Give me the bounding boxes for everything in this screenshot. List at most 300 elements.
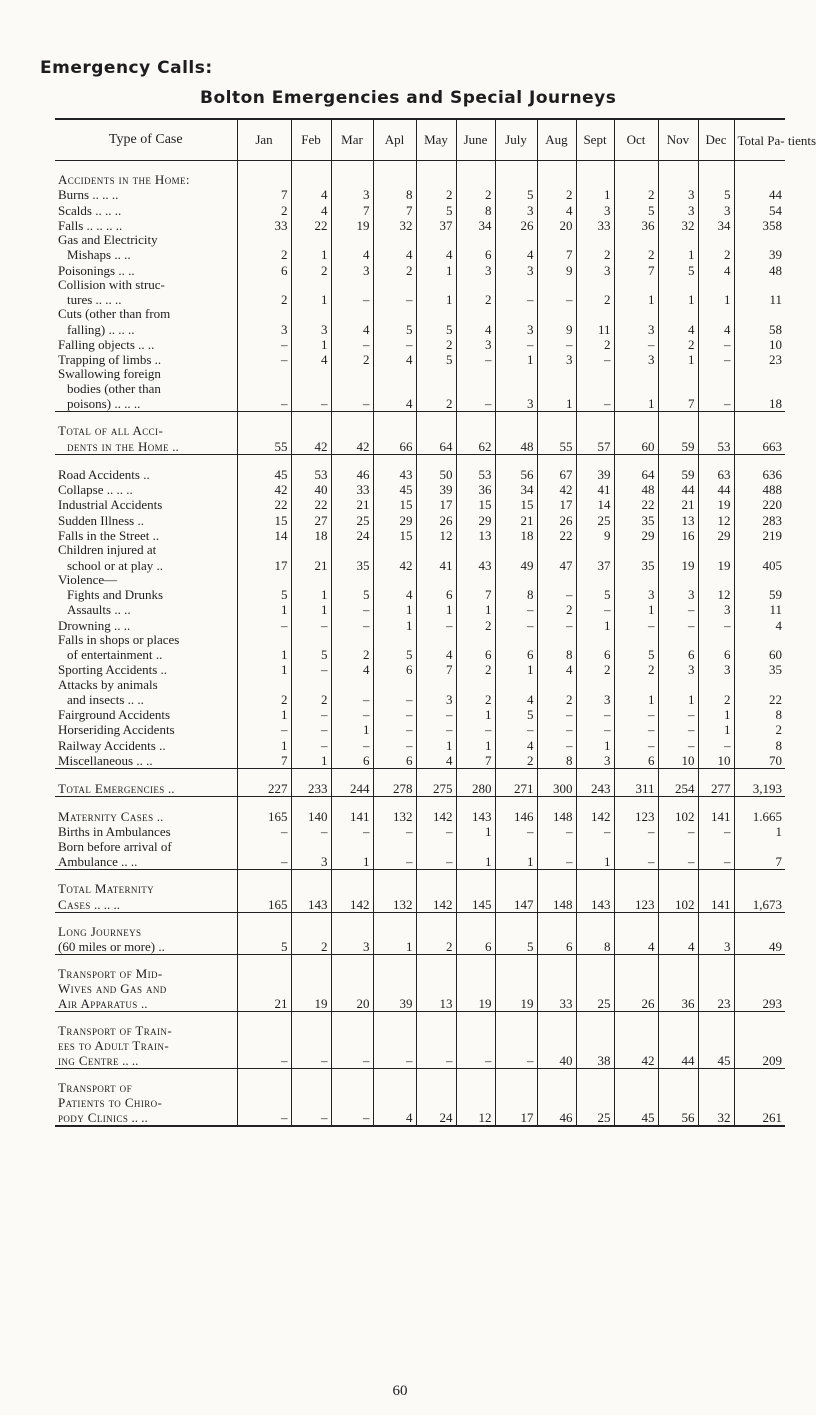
month-cell <box>576 1039 614 1053</box>
month-cell: 39 <box>416 482 456 497</box>
table-row <box>55 173 785 187</box>
month-cell <box>237 982 291 996</box>
month-cell: 3 <box>291 854 331 870</box>
month-cell: – <box>291 722 331 737</box>
month-cell: 13 <box>416 996 456 1012</box>
month-cell <box>658 573 698 587</box>
month-cell: 6 <box>658 647 698 662</box>
month-cell: 50 <box>416 467 456 482</box>
month-cell: 3 <box>614 352 658 367</box>
leader-dots: .. <box>168 438 179 454</box>
month-cell <box>614 424 658 438</box>
month-cell <box>416 840 456 854</box>
month-cell <box>456 1024 495 1038</box>
month-cell <box>576 382 614 396</box>
row-label: Cuts (other than from <box>58 306 171 322</box>
column-header: July <box>495 119 537 161</box>
month-cell: 1 <box>331 854 373 870</box>
month-cell: 4 <box>658 939 698 955</box>
total-cell: 209 <box>734 1053 785 1069</box>
month-cell <box>614 573 658 587</box>
month-cell: 143 <box>456 809 495 824</box>
month-cell <box>658 1096 698 1110</box>
row-label: Total of all Acci- <box>58 423 164 439</box>
table-row <box>55 1081 785 1095</box>
month-cell: 3 <box>331 187 373 202</box>
month-cell <box>537 1024 576 1038</box>
leader-dots: .. .. .. <box>90 896 120 912</box>
month-cell: 5 <box>331 587 373 602</box>
month-cell: – <box>291 396 331 412</box>
month-cell: 102 <box>658 897 698 913</box>
month-cell <box>698 1096 734 1110</box>
month-cell <box>291 233 331 247</box>
month-cell <box>537 573 576 587</box>
month-cell <box>416 543 456 557</box>
month-cell <box>291 278 331 292</box>
month-cell: 3 <box>698 939 734 955</box>
month-cell: 1 <box>237 662 291 677</box>
leader-dots: .. <box>155 939 165 955</box>
total-cell <box>734 982 785 996</box>
month-cell: 4 <box>698 263 734 278</box>
month-cell <box>495 424 537 438</box>
month-cell: 3 <box>291 322 331 337</box>
month-cell <box>456 382 495 396</box>
month-cell <box>331 173 373 187</box>
row-label-cell <box>55 1081 237 1095</box>
column-header: Total Pa- tients <box>734 119 785 161</box>
row-label: Children injured at <box>58 542 157 558</box>
month-cell: 16 <box>658 528 698 543</box>
month-cell: 12 <box>416 528 456 543</box>
month-cell: 145 <box>456 897 495 913</box>
month-cell: 6 <box>416 587 456 602</box>
month-cell: 38 <box>576 1053 614 1069</box>
leader-dots: .. <box>151 352 162 368</box>
row-label-cell <box>55 602 237 617</box>
month-cell: 2 <box>456 292 495 307</box>
month-cell: 4 <box>373 352 416 367</box>
month-cell: 4 <box>291 203 331 218</box>
row-label: school or at play <box>67 557 154 573</box>
month-cell <box>698 278 734 292</box>
month-cell <box>456 1039 495 1053</box>
month-cell <box>658 543 698 557</box>
month-cell: 18 <box>495 528 537 543</box>
month-cell: – <box>698 854 734 870</box>
month-cell: 27 <box>291 513 331 528</box>
row-label: Mishaps <box>67 247 112 263</box>
month-cell <box>237 967 291 981</box>
month-cell: 1 <box>658 247 698 262</box>
month-cell: 22 <box>291 218 331 233</box>
month-cell <box>658 382 698 396</box>
month-cell <box>576 233 614 247</box>
row-label: Fights and Drunks <box>67 587 164 603</box>
month-cell: 5 <box>495 939 537 955</box>
table-row <box>55 647 785 662</box>
month-cell <box>658 233 698 247</box>
month-cell: – <box>537 292 576 307</box>
column-header: Feb <box>291 119 331 161</box>
month-cell: 5 <box>291 647 331 662</box>
month-cell <box>537 367 576 381</box>
total-cell: 1,673 <box>734 897 785 913</box>
month-cell: 1 <box>576 187 614 202</box>
month-cell: 6 <box>456 647 495 662</box>
month-cell <box>373 543 416 557</box>
month-cell: 2 <box>416 337 456 352</box>
month-cell: – <box>237 352 291 367</box>
row-label: Assaults <box>67 602 112 618</box>
month-cell: 17 <box>237 558 291 573</box>
month-cell <box>614 307 658 321</box>
month-cell: 33 <box>331 482 373 497</box>
month-cell: – <box>331 1053 373 1069</box>
month-cell <box>576 633 614 647</box>
month-cell: 29 <box>614 528 658 543</box>
table-row <box>55 753 785 769</box>
total-cell: 8 <box>734 707 785 722</box>
month-cell: 8 <box>495 587 537 602</box>
table-row <box>55 573 785 587</box>
month-cell <box>456 882 495 896</box>
column-header: Sept <box>576 119 614 161</box>
month-cell: 8 <box>537 647 576 662</box>
month-cell: 29 <box>373 513 416 528</box>
table-row <box>55 528 785 543</box>
month-cell: 4 <box>373 247 416 262</box>
row-label-cell <box>55 439 237 455</box>
table-row <box>55 513 785 528</box>
month-cell <box>698 573 734 587</box>
month-cell: 1 <box>614 396 658 412</box>
month-cell <box>331 925 373 939</box>
month-cell: 4 <box>331 322 373 337</box>
month-cell: 36 <box>658 996 698 1012</box>
table-row <box>55 722 785 737</box>
month-cell: – <box>614 707 658 722</box>
month-cell <box>373 307 416 321</box>
month-cell: – <box>237 396 291 412</box>
row-label: dents in the Home <box>67 438 169 454</box>
month-cell: 2 <box>576 247 614 262</box>
month-cell: 165 <box>237 897 291 913</box>
month-cell: – <box>237 824 291 839</box>
month-cell: 2 <box>456 187 495 202</box>
month-cell <box>237 573 291 587</box>
month-cell: 5 <box>614 203 658 218</box>
month-cell <box>237 1096 291 1110</box>
total-cell <box>734 1039 785 1053</box>
month-cell: 19 <box>698 497 734 512</box>
month-cell: – <box>416 707 456 722</box>
total-cell: 219 <box>734 528 785 543</box>
header-row <box>55 119 785 161</box>
month-cell: 1 <box>576 738 614 753</box>
month-cell: 3 <box>614 322 658 337</box>
month-cell: 300 <box>537 781 576 797</box>
month-cell <box>456 678 495 692</box>
month-cell: – <box>576 707 614 722</box>
month-cell <box>698 678 734 692</box>
total-cell: 23 <box>734 352 785 367</box>
month-cell: 2 <box>291 939 331 955</box>
leader-dots: .. .. .. <box>92 292 122 308</box>
month-cell: – <box>291 824 331 839</box>
table-row <box>55 558 785 573</box>
month-cell: 143 <box>576 897 614 913</box>
month-cell: – <box>698 396 734 412</box>
month-cell: 1 <box>495 352 537 367</box>
section-spacer <box>55 1069 785 1082</box>
leader-dots: .. .. .. .. <box>83 217 123 233</box>
total-cell: 48 <box>734 263 785 278</box>
month-cell: 5 <box>237 587 291 602</box>
month-cell <box>373 840 416 854</box>
month-cell <box>456 840 495 854</box>
month-cell <box>416 1024 456 1038</box>
total-cell <box>734 382 785 396</box>
row-label: Fairground Accidents <box>58 707 171 723</box>
month-cell: 19 <box>698 558 734 573</box>
row-label-cell <box>55 233 237 247</box>
month-cell: 3 <box>237 322 291 337</box>
month-cell: 5 <box>495 707 537 722</box>
month-cell <box>537 678 576 692</box>
month-cell: 1 <box>291 753 331 769</box>
row-label: Wives and Gas and <box>58 980 167 996</box>
page-subtitle: Bolton Emergencies and Special Journeys <box>200 88 617 108</box>
month-cell: 42 <box>373 558 416 573</box>
month-cell <box>614 882 658 896</box>
month-cell: 41 <box>416 558 456 573</box>
month-cell: 1 <box>456 738 495 753</box>
month-cell: 146 <box>495 809 537 824</box>
month-cell: 132 <box>373 897 416 913</box>
month-cell <box>237 307 291 321</box>
month-cell: 3 <box>658 587 698 602</box>
month-cell <box>658 1039 698 1053</box>
month-cell: 8 <box>456 203 495 218</box>
month-cell: – <box>456 722 495 737</box>
month-cell: 254 <box>658 781 698 797</box>
row-label: Attacks by animals <box>58 676 158 692</box>
month-cell: 6 <box>237 263 291 278</box>
month-cell: 4 <box>373 396 416 412</box>
month-cell <box>331 233 373 247</box>
row-label-cell <box>55 322 237 337</box>
column-header: Nov <box>658 119 698 161</box>
row-label: of entertainment <box>67 647 153 663</box>
total-cell <box>734 925 785 939</box>
total-cell <box>734 278 785 292</box>
row-label-cell <box>55 753 237 769</box>
month-cell <box>576 982 614 996</box>
table-row <box>55 218 785 233</box>
month-cell: 142 <box>331 897 373 913</box>
month-cell: 7 <box>658 396 698 412</box>
month-cell: – <box>658 854 698 870</box>
month-cell: 1 <box>291 247 331 262</box>
month-cell: 53 <box>456 467 495 482</box>
month-cell: 56 <box>658 1110 698 1126</box>
month-cell <box>291 1096 331 1110</box>
table-row <box>55 633 785 647</box>
month-cell: 244 <box>331 781 373 797</box>
month-cell <box>373 1024 416 1038</box>
row-label: Railway Accidents <box>58 737 156 753</box>
month-cell: – <box>291 618 331 633</box>
month-cell <box>614 367 658 381</box>
month-cell: 25 <box>576 513 614 528</box>
total-cell <box>734 173 785 187</box>
month-cell: 15 <box>495 497 537 512</box>
month-cell <box>576 967 614 981</box>
month-cell <box>416 173 456 187</box>
month-cell: 3 <box>658 187 698 202</box>
month-cell: 66 <box>373 439 416 455</box>
table-row <box>55 897 785 913</box>
month-cell: 44 <box>658 1053 698 1069</box>
month-cell: 42 <box>537 482 576 497</box>
month-cell: 278 <box>373 781 416 797</box>
total-cell: 1 <box>734 824 785 839</box>
month-cell: 53 <box>291 467 331 482</box>
month-cell: 6 <box>495 647 537 662</box>
month-cell: 34 <box>456 218 495 233</box>
total-cell <box>734 1024 785 1038</box>
month-cell: – <box>237 854 291 870</box>
month-cell: – <box>331 618 373 633</box>
table-row <box>55 543 785 557</box>
total-cell: 59 <box>734 587 785 602</box>
month-cell: 2 <box>576 337 614 352</box>
month-cell <box>416 367 456 381</box>
month-cell <box>576 278 614 292</box>
page-title: Emergency Calls: <box>40 58 213 78</box>
row-label-cell <box>55 967 237 981</box>
month-cell: – <box>373 292 416 307</box>
month-cell <box>416 967 456 981</box>
month-cell: 4 <box>331 662 373 677</box>
month-cell <box>416 307 456 321</box>
month-cell: 25 <box>576 996 614 1012</box>
month-cell: 1 <box>416 292 456 307</box>
month-cell: 22 <box>614 497 658 512</box>
month-cell <box>658 678 698 692</box>
table-row <box>55 1096 785 1110</box>
row-label: Violence— <box>58 571 118 587</box>
month-cell: 39 <box>576 467 614 482</box>
row-label-cell <box>55 707 237 722</box>
month-cell <box>331 1081 373 1095</box>
month-cell: – <box>698 618 734 633</box>
row-label-cell <box>55 678 237 692</box>
table-row <box>55 809 785 824</box>
month-cell: 147 <box>495 897 537 913</box>
row-label: Collision with struc- <box>58 276 165 292</box>
month-cell: 5 <box>576 587 614 602</box>
month-cell: 1 <box>658 692 698 707</box>
month-cell: – <box>537 337 576 352</box>
month-cell: 2 <box>614 662 658 677</box>
section-spacer <box>55 955 785 968</box>
row-label-cell <box>55 1096 237 1110</box>
month-cell <box>291 633 331 647</box>
total-cell: 35 <box>734 662 785 677</box>
month-cell: 1 <box>698 722 734 737</box>
month-cell: – <box>416 854 456 870</box>
month-cell <box>658 1024 698 1038</box>
total-cell: 18 <box>734 396 785 412</box>
month-cell <box>614 633 658 647</box>
month-cell <box>576 1081 614 1095</box>
month-cell <box>456 1096 495 1110</box>
month-cell: 1 <box>576 618 614 633</box>
row-label: (60 miles or more) <box>58 939 156 955</box>
month-cell <box>698 882 734 896</box>
month-cell: 2 <box>658 337 698 352</box>
row-label-cell <box>55 939 237 955</box>
table-row <box>55 602 785 617</box>
total-cell <box>734 967 785 981</box>
month-cell <box>237 278 291 292</box>
month-cell <box>614 1039 658 1053</box>
month-cell: – <box>373 824 416 839</box>
month-cell: 7 <box>237 753 291 769</box>
month-cell <box>614 678 658 692</box>
month-cell <box>291 882 331 896</box>
total-cell: 2 <box>734 722 785 737</box>
month-cell: 6 <box>456 939 495 955</box>
month-cell <box>237 678 291 692</box>
month-cell: 26 <box>614 996 658 1012</box>
month-cell <box>537 233 576 247</box>
total-cell: 54 <box>734 203 785 218</box>
month-cell: 35 <box>614 558 658 573</box>
month-cell <box>373 678 416 692</box>
month-cell: 21 <box>291 558 331 573</box>
month-cell <box>416 1096 456 1110</box>
month-cell: 1 <box>614 602 658 617</box>
month-cell: 26 <box>495 218 537 233</box>
row-label: Total Maternity <box>58 881 155 897</box>
month-cell <box>537 307 576 321</box>
month-cell: 8 <box>576 939 614 955</box>
month-cell: – <box>576 352 614 367</box>
table-row <box>55 382 785 396</box>
month-cell: 1 <box>614 692 658 707</box>
month-cell <box>456 925 495 939</box>
month-cell: 7 <box>416 662 456 677</box>
table-row <box>55 497 785 512</box>
month-cell: 142 <box>416 897 456 913</box>
month-cell <box>291 1024 331 1038</box>
month-cell: 3 <box>331 263 373 278</box>
month-cell: – <box>331 602 373 617</box>
month-cell: – <box>291 738 331 753</box>
month-cell: 13 <box>658 513 698 528</box>
table-row <box>55 707 785 722</box>
month-cell: – <box>495 602 537 617</box>
month-cell: 3 <box>698 203 734 218</box>
month-cell: 2 <box>291 263 331 278</box>
month-cell <box>495 278 537 292</box>
row-label: Falls in shops or places <box>58 631 180 647</box>
month-cell <box>291 424 331 438</box>
